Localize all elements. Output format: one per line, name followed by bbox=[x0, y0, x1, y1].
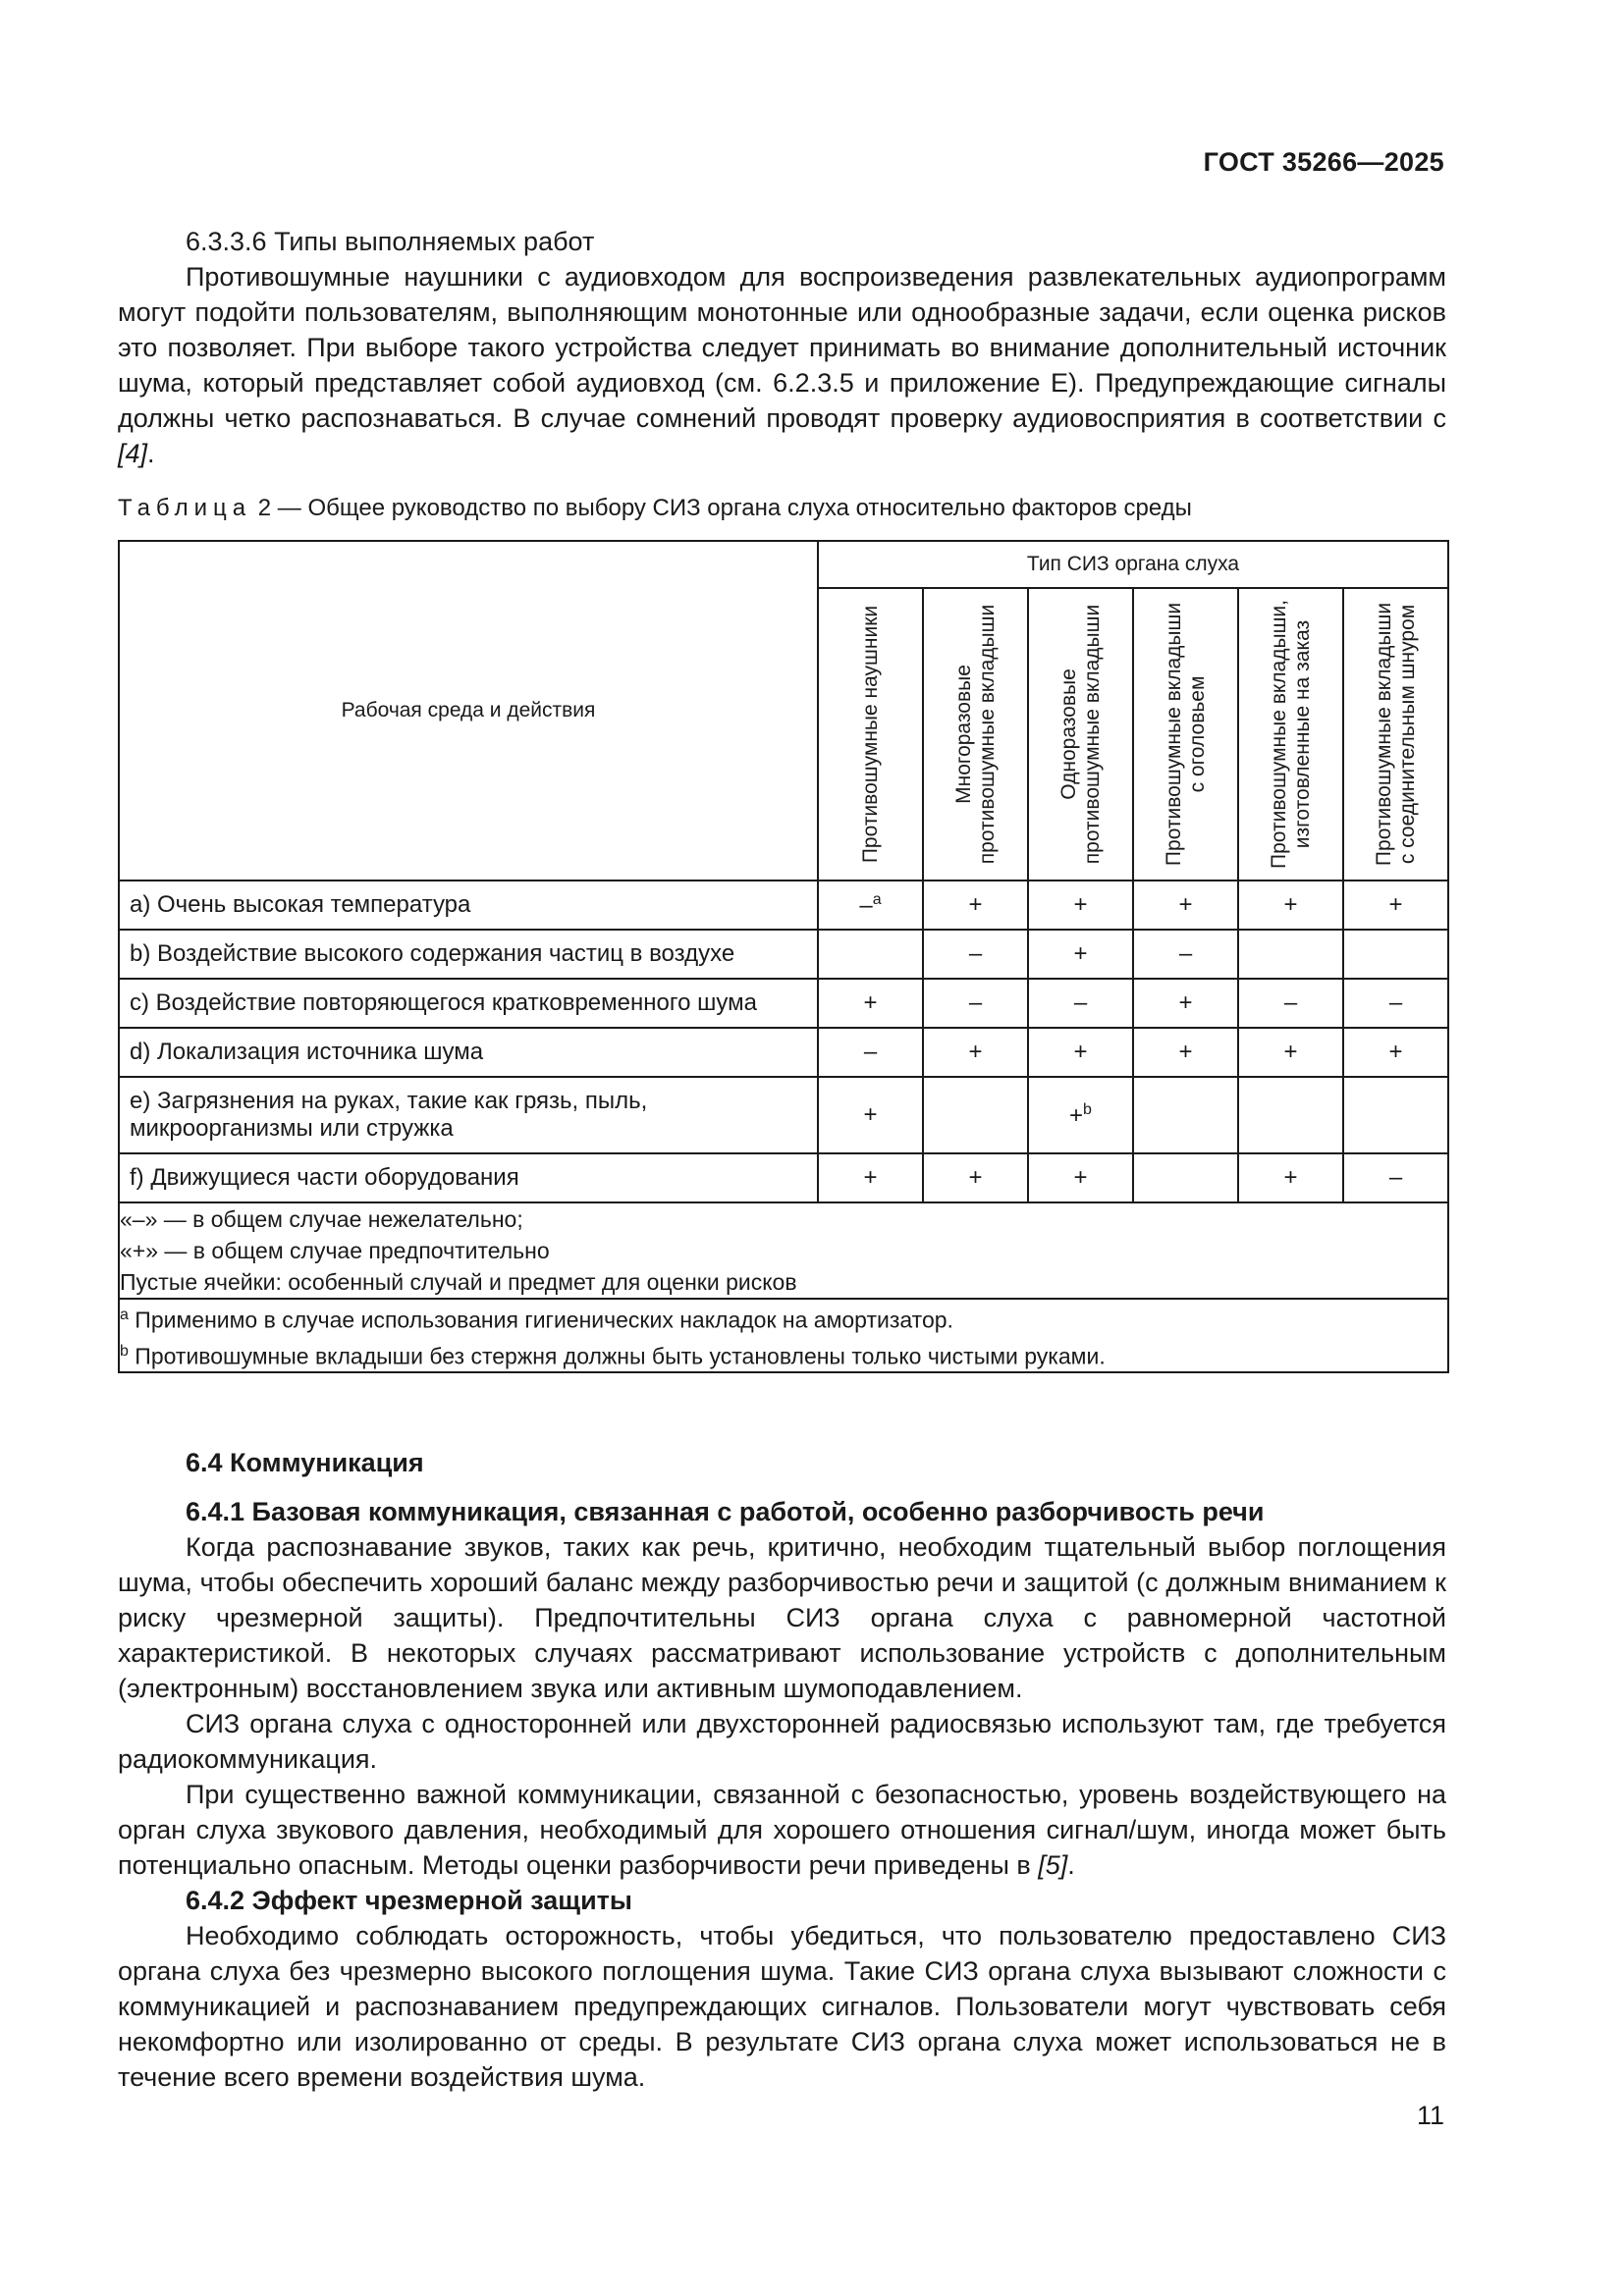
column-header-text: Многоразовые противошумные вкладыши bbox=[951, 604, 999, 865]
row-label: e) Загрязнения на руках, такие как грязь, пыль, микроорганизмы или стружка bbox=[119, 1077, 818, 1153]
column-header-text: Противошумные вкладыши с оголовьем bbox=[1162, 602, 1209, 867]
cell-value: + bbox=[863, 1101, 878, 1128]
footnote-mark: b bbox=[120, 1342, 129, 1360]
table-cell bbox=[1238, 1153, 1343, 1202]
table-cell bbox=[818, 979, 923, 1028]
table-cell bbox=[1343, 930, 1448, 979]
column-header-text: Противошумные вкладыши, изготовленные на заказ bbox=[1267, 600, 1314, 869]
footnote bbox=[120, 1336, 1447, 1372]
cell-value: – bbox=[1388, 989, 1403, 1016]
table-cell bbox=[923, 979, 1028, 1028]
table-cell bbox=[818, 1077, 923, 1153]
cell-value: + bbox=[1388, 891, 1403, 918]
cell-value: – bbox=[968, 989, 983, 1016]
table-cell bbox=[818, 930, 923, 979]
table-cell bbox=[1028, 979, 1133, 1028]
row-label: c) Воздействие повторяющегося кратковременного шума bbox=[119, 979, 818, 1028]
cell-value: + bbox=[1178, 1039, 1193, 1065]
table-cell bbox=[1028, 881, 1133, 930]
reference: [5] bbox=[1038, 1850, 1068, 1880]
cell-value: + bbox=[968, 1039, 983, 1065]
hearing-protection-table bbox=[118, 540, 1449, 1373]
env-column-header: Рабочая среда и действия bbox=[119, 541, 818, 881]
paragraph: Необходимо соблюдать осторожность, чтобы убедиться, что пользователю предоставлено СИЗ органа слуха без чрезмерно высокого поглощения шума. Такие СИЗ органа слуха вызывают сложности с коммуникацией и распознаванием предупреждающих сигналов. Пользователи могут чувствовать себя некомфортно или изолированно от среды. В результате СИЗ органа слуха может использоваться не в течение всего времени воздействия шума. bbox=[118, 1921, 1446, 2092]
table-cell bbox=[1238, 881, 1343, 930]
type-column-header: Тип СИЗ органа слуха bbox=[818, 541, 1448, 588]
table-cell bbox=[923, 881, 1028, 930]
cell-value: – bbox=[968, 940, 983, 967]
document-code: ГОСТ 35266—2025 bbox=[1203, 147, 1444, 177]
section-title: 6.3.3.6 Типы выполняемых работ bbox=[186, 227, 595, 256]
table-row bbox=[119, 979, 1448, 1028]
paragraph: СИЗ органа слуха с односторонней или двухсторонней радиосвязью используют там, где требуется радиокоммуникация. bbox=[118, 1709, 1446, 1774]
caption-text: 2 — Общее руководство по выбору СИЗ органа слуха относительно факторов среды bbox=[257, 495, 1192, 521]
subsection-title: 6.4.1 Базовая коммуникация, связанная с работой, особенно разборчивость речи bbox=[186, 1497, 1265, 1526]
reference: [4] bbox=[118, 439, 148, 468]
paragraph-text: . bbox=[147, 439, 155, 468]
paragraph bbox=[118, 259, 1446, 471]
table-row bbox=[119, 1077, 1448, 1153]
cell-value: + bbox=[1283, 891, 1298, 918]
table-cell bbox=[1028, 1077, 1133, 1153]
table-cell bbox=[1238, 979, 1343, 1028]
footnote bbox=[120, 1300, 1447, 1336]
cell-value: + bbox=[1388, 1039, 1403, 1065]
table-cell bbox=[1028, 1028, 1133, 1077]
cell-value: + bbox=[863, 1164, 878, 1191]
table-footnotes bbox=[119, 1299, 1448, 1372]
table-row bbox=[119, 930, 1448, 979]
cell-value: – bbox=[1283, 989, 1298, 1016]
table-cell bbox=[1133, 1153, 1238, 1202]
caption-label: Таблица bbox=[118, 495, 252, 521]
table-cell bbox=[1028, 1153, 1133, 1202]
page-number: 11 bbox=[1416, 2101, 1444, 2130]
paragraph: Когда распознавание звуков, таких как речь, критично, необходим тщательный выбор поглощения шума, чтобы обеспечить хороший баланс между разборчивостью речи и защитой (с должным вниманием к риску чрезмерной защиты). Предпочтительны СИЗ органа слуха с равномерной частотной характеристикой. В некоторых случаях рассматривают использование устройств с дополнительным (электронным) восстановлением звука или активным шумоподавлением. bbox=[118, 1532, 1446, 1703]
cell-value: + bbox=[1073, 940, 1088, 967]
cell-value: + bbox=[1073, 891, 1088, 918]
cell-value: – bbox=[863, 1039, 878, 1065]
paragraph bbox=[118, 1777, 1446, 1883]
table-cell bbox=[1343, 1077, 1448, 1153]
paragraph-text: При существенно важной коммуникации, связанной с безопасностью, уровень воздействующего на орган слуха звукового давления, необходимый для хорошего отношения сигнал/шум, иногда может быть потенциально опасным. Методы оценки разборчивости речи приведены в bbox=[118, 1780, 1446, 1880]
table-cell bbox=[1343, 979, 1448, 1028]
table-legend bbox=[119, 1202, 1448, 1299]
cell-value: + bbox=[968, 891, 983, 918]
footnote-mark: a bbox=[872, 890, 882, 908]
table-cell bbox=[1133, 979, 1238, 1028]
cell-value: + bbox=[1178, 989, 1193, 1016]
table-cell bbox=[818, 881, 923, 930]
column-header-text: Противошумные наушники bbox=[858, 605, 882, 864]
footnote-mark: b bbox=[1083, 1100, 1092, 1118]
section-title: 6.4 Коммуникация bbox=[186, 1448, 424, 1477]
row-label: a) Очень высокая температура bbox=[119, 881, 818, 930]
legend-line: Пустые ячейки: особенный случай и предмет для оценки рисков bbox=[120, 1269, 797, 1295]
cell-value: – bbox=[1388, 1164, 1403, 1191]
cell-value: + bbox=[968, 1164, 983, 1191]
ppe-type-column-header bbox=[1133, 588, 1238, 881]
table-cell bbox=[1133, 930, 1238, 979]
table-cell bbox=[1343, 1153, 1448, 1202]
row-label: f) Движущиеся части оборудования bbox=[119, 1153, 818, 1202]
row-label: d) Локализация источника шума bbox=[119, 1028, 818, 1077]
column-header-text: Одноразовые противошумные вкладыши bbox=[1056, 604, 1104, 865]
legend-line: «+» — в общем случае предпочтительно bbox=[120, 1238, 550, 1263]
section-6-3-3-6 bbox=[118, 224, 1446, 471]
table-cell bbox=[1133, 1077, 1238, 1153]
table-cell bbox=[818, 1153, 923, 1202]
cell-value: + bbox=[1073, 1164, 1088, 1191]
table-row bbox=[119, 1153, 1448, 1202]
table-cell bbox=[1238, 1028, 1343, 1077]
row-label: b) Воздействие высокого содержания частиц в воздухе bbox=[119, 930, 818, 979]
table-cell bbox=[1133, 881, 1238, 930]
cell-value: + bbox=[1283, 1164, 1298, 1191]
footnote-text: Противошумные вкладыши без стержня должны быть установлены только чистыми руками. bbox=[128, 1343, 1106, 1369]
column-header-text: Противошумные вкладыши с соединительным шнуром bbox=[1372, 602, 1419, 867]
table-cell bbox=[923, 1153, 1028, 1202]
subsection-title: 6.4.2 Эффект чрезмерной защиты bbox=[186, 1886, 632, 1915]
table-cell bbox=[1133, 1028, 1238, 1077]
table-cell bbox=[923, 1077, 1028, 1153]
table-cell bbox=[1028, 930, 1133, 979]
cell-value: + bbox=[1073, 1039, 1088, 1065]
cell-value: + bbox=[1178, 891, 1193, 918]
cell-value: – bbox=[1178, 940, 1193, 967]
legend-line: «–» — в общем случае нежелательно; bbox=[120, 1206, 523, 1232]
table-cell bbox=[923, 1028, 1028, 1077]
cell-value: – bbox=[1073, 989, 1088, 1016]
table-row bbox=[119, 881, 1448, 930]
table-cell bbox=[1343, 881, 1448, 930]
section-6-4 bbox=[118, 1445, 1446, 2095]
table-cell bbox=[1343, 1028, 1448, 1077]
table-caption bbox=[118, 495, 1192, 522]
ppe-type-column-header bbox=[1238, 588, 1343, 881]
cell-value: + bbox=[1069, 1101, 1084, 1129]
cell-value: + bbox=[863, 989, 878, 1016]
table-row bbox=[119, 1028, 1448, 1077]
ppe-type-column-header bbox=[1343, 588, 1448, 881]
paragraph-text: . bbox=[1067, 1850, 1075, 1880]
ppe-type-column-header bbox=[923, 588, 1028, 881]
table-cell bbox=[923, 930, 1028, 979]
footnote-mark: a bbox=[120, 1307, 129, 1323]
table-cell bbox=[1238, 930, 1343, 979]
table-cell bbox=[818, 1028, 923, 1077]
ppe-type-column-header bbox=[1028, 588, 1133, 881]
cell-value: + bbox=[1283, 1039, 1298, 1065]
cell-value: – bbox=[859, 891, 873, 919]
ppe-type-column-header bbox=[818, 588, 923, 881]
table-cell bbox=[1238, 1077, 1343, 1153]
footnote-text: Применимо в случае использования гигиенических накладок на амортизатор. bbox=[128, 1307, 953, 1333]
paragraph-text: Противошумные наушники с аудиовходом для воспроизведения развлекательных аудиопрограмм могут подойти пользователям, выполняющим монотонные или однообразные задачи, если оценка рисков это позволяет. При выборе такого устройства следует принимать во внимание дополнительный источник шума, который представляет собой аудиовход (см. 6.2.3.5 и приложение Е). Предупреждающие сигналы должны четко распознаваться. В случае сомнений проводят проверку аудиовосприятия в соответствии с bbox=[118, 262, 1446, 433]
